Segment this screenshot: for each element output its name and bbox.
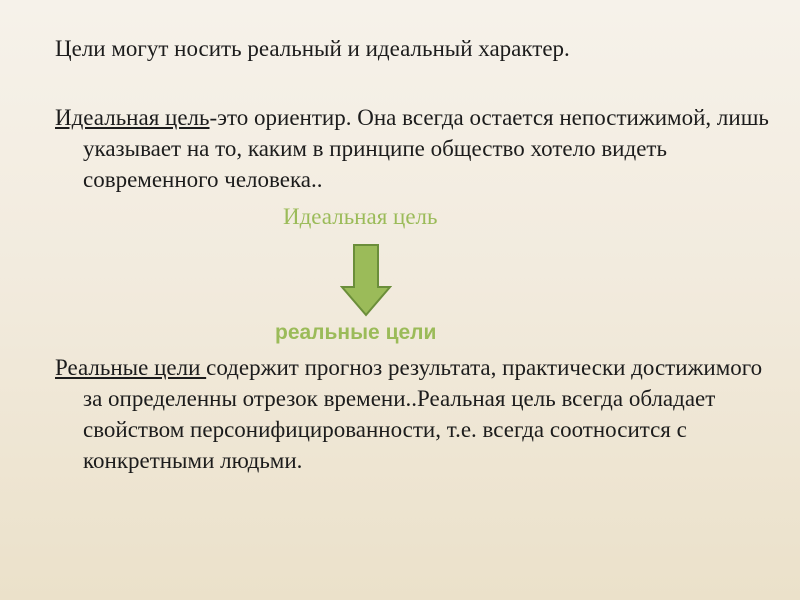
intro-text: Цели могут носить реальный и идеальный характер. [55, 36, 570, 61]
real-goal-term: Реальные цели [55, 355, 207, 380]
ideal-goal-term: Идеальная цель [55, 105, 210, 130]
ideal-goal-definition: -это ориентир. Она всегда остается непостижимой, лишь указывает на то, каким в принципе общество хотело видеть современного человека.. [83, 105, 769, 192]
arrow-down-icon [340, 243, 392, 317]
real-goal-definition: содержит прогноз результата, практически достижимого за определенны отрезок времени..Реальная цель всегда обладает свойством персонифицированности, т.е. всегда соотносится с конкретными людьми. [83, 355, 763, 473]
diagram-top-label: Идеальная цель [283, 204, 438, 229]
real-goal-paragraph [55, 352, 783, 476]
diagram-bottom-label: реальные цели [275, 321, 437, 344]
ideal-goal-paragraph [55, 102, 783, 195]
